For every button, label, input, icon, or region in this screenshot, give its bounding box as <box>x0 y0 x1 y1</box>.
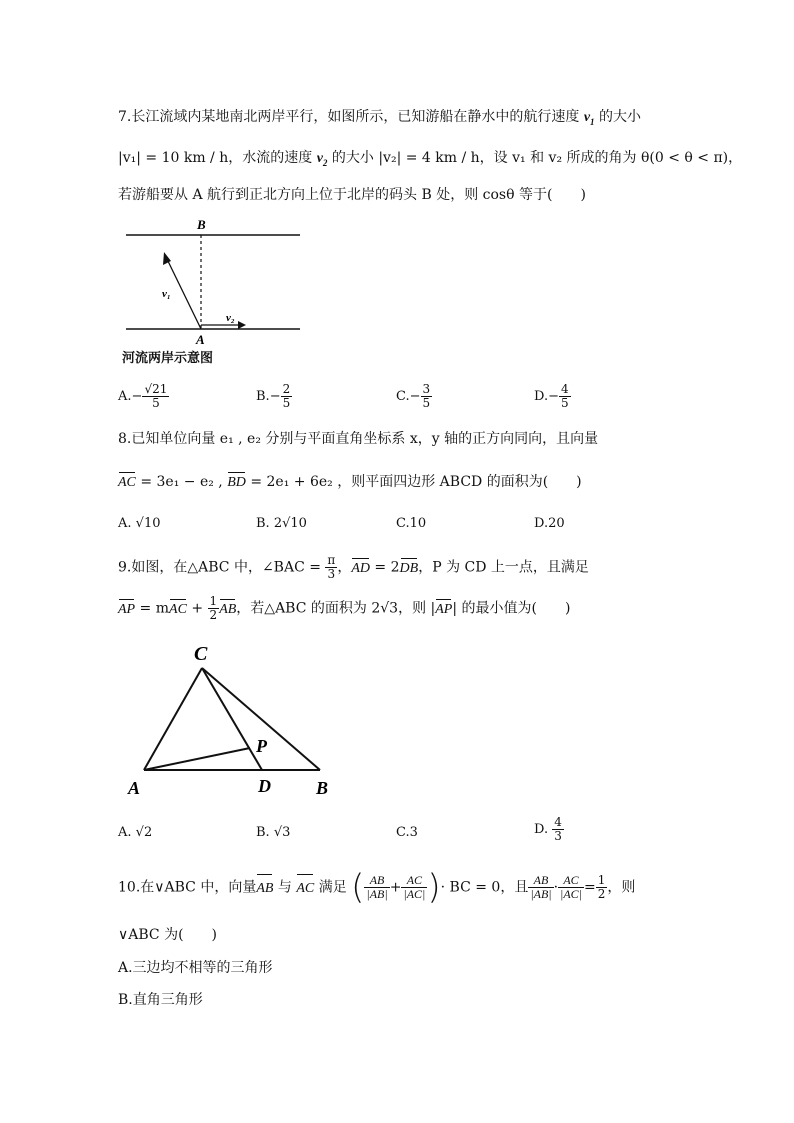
q8-option-d-letter: D. <box>534 516 549 531</box>
q9-line2 <box>118 595 570 622</box>
q7-option-b[interactable] <box>256 383 292 410</box>
q10-frac1-num: AB <box>364 874 389 888</box>
q8-option-d-text: 20 <box>548 516 565 531</box>
q8-option-b-letter: B. <box>256 516 270 531</box>
q9-option-a-letter: A. <box>118 825 132 840</box>
q7-option-c-sign: − <box>409 389 421 404</box>
q8-option-c[interactable] <box>396 515 426 533</box>
q8-option-a[interactable] <box>118 515 161 533</box>
q10-left-paren: ( <box>351 867 365 908</box>
q9-half-den: 2 <box>209 608 218 622</box>
q9-half-num: 1 <box>209 594 218 608</box>
q7-option-b-den: 5 <box>282 396 291 410</box>
q7-v1-symbol: v <box>583 110 591 125</box>
q9-angle-den: 3 <box>327 567 336 581</box>
q7-option-b-letter: B. <box>256 389 270 404</box>
q7-option-b-sign: − <box>269 389 281 404</box>
triangle-diagram <box>120 640 350 800</box>
q10-frac3-den: |AB| <box>530 887 552 901</box>
q7-line3: 若游船要从 A 航行到正北方向上位于北岸的码头 B 处，则 cosθ 等于( ) <box>118 187 586 203</box>
label-A-tri: A <box>128 778 141 798</box>
q8-text-2a: = 3e₁ − e₂ , <box>135 474 228 490</box>
q9-vector-ac: AC <box>169 601 187 617</box>
q7-line1 <box>118 108 641 131</box>
q9-option-c-letter: C. <box>396 825 410 840</box>
label-v1: v₁ <box>162 288 171 300</box>
q8-vector-bd: BD <box>227 475 246 490</box>
q10-text-1a: 10.在∨ABC 中，向量 <box>118 879 257 896</box>
q7-option-d-num: 4 <box>561 382 569 396</box>
q9-text-1d: ，P 为 CD 上一点，且满足 <box>418 559 589 576</box>
q9-text-2a: = m <box>135 600 170 617</box>
q8-option-a-text: √10 <box>135 516 161 531</box>
q8-option-d[interactable] <box>534 515 565 533</box>
q7-v1-sub: 1 <box>590 116 595 127</box>
q9-option-d[interactable] <box>534 816 564 843</box>
v1-arrowhead <box>163 252 171 265</box>
q7-text-2b: 的大小 |v₂| = 4 km / h，设 v₁ 和 v₂ 所成的角为 θ(0 < θ < π)， <box>331 150 743 166</box>
q8-vector-ac: AC <box>118 475 136 490</box>
segment-ap <box>144 748 250 770</box>
q10-frac1-den: |AB| <box>366 887 388 901</box>
q9-option-c-text: 3 <box>409 825 418 840</box>
q9-text-2b: + <box>186 600 208 617</box>
q10-frac2-num: AC <box>401 874 427 888</box>
q7-text-1-end: 的大小 <box>598 109 641 125</box>
q9-option-b-letter: B. <box>256 825 270 840</box>
q7-line2 <box>118 149 742 172</box>
label-C: C <box>194 643 208 665</box>
q9-angle-num: π <box>327 553 336 567</box>
q7-option-c-den: 5 <box>422 396 431 410</box>
q7-option-a[interactable] <box>118 383 169 410</box>
q7-option-a-sign: − <box>131 389 143 404</box>
q7-v2-symbol: v <box>316 151 323 166</box>
q10-frac4-num: AC <box>558 874 584 888</box>
q9-text-2c: ，若△ABC 的面积为 2√3，则 | <box>236 600 436 617</box>
q7-option-c[interactable] <box>396 383 432 410</box>
side-ac <box>144 668 202 770</box>
q10-right-paren: ) <box>427 867 441 908</box>
q10-line1 <box>118 867 636 908</box>
q9-option-b-text: √3 <box>273 825 291 840</box>
q7-option-a-den: 5 <box>152 396 160 410</box>
q8-option-c-letter: C. <box>396 516 410 531</box>
q10-frac2-den: |AC| <box>403 887 426 901</box>
q9-vector-db: DB <box>399 560 419 576</box>
q7-v2-sub: 2 <box>322 157 328 168</box>
q10-text-1e: ，则 <box>607 879 636 896</box>
q9-option-c[interactable] <box>396 824 418 842</box>
q9-vector-ap-abs: AP <box>435 601 453 617</box>
q9-line1 <box>118 554 589 581</box>
label-A: A <box>196 332 205 347</box>
label-B: B <box>197 217 206 232</box>
q7-option-c-num: 3 <box>422 382 431 396</box>
q9-vector-ad: AD <box>351 560 370 576</box>
q10-dot-bc: · BC = 0 <box>440 879 501 896</box>
q8-option-b-text: 2√10 <box>273 516 307 531</box>
q10-equals: = <box>583 879 596 896</box>
q9-option-d-den: 3 <box>554 829 562 843</box>
q10-frac3-num: AB <box>528 874 553 888</box>
q9-vector-ab: AB <box>219 601 237 617</box>
q7-text-2a: |v₁| = 10 km / h，水流的速度 <box>118 150 313 166</box>
segment-cd <box>202 668 262 770</box>
q10-text-1c: 满足 <box>314 879 347 896</box>
q7-option-c-letter: C. <box>396 389 410 404</box>
label-B-tri: B <box>316 778 329 798</box>
q10-plus: + <box>389 879 402 896</box>
q8-option-c-text: 10 <box>409 516 427 531</box>
q7-option-b-num: 2 <box>282 382 291 396</box>
q8-line2 <box>118 473 582 492</box>
q10-half-den: 2 <box>597 887 606 901</box>
v2-arrowhead <box>238 321 246 329</box>
q8-option-b[interactable] <box>256 515 307 533</box>
q7-option-d-sign: − <box>548 389 559 404</box>
q10-vector-ab: AB <box>256 876 273 902</box>
river-diagram-caption: 河流两岸示意图 <box>122 351 214 366</box>
q9-text-2d: | 的最小值为( ) <box>452 600 571 617</box>
q7-option-a-letter: A. <box>118 389 132 404</box>
q9-text-1a: 9.如图，在△ABC 中，∠BAC = <box>118 559 321 576</box>
q8-line1: 8.已知单位向量 e₁ , e₂ 分别与平面直角坐标系 x，y 轴的正方向同向，且向量 <box>118 431 599 447</box>
q9-option-a[interactable] <box>118 824 152 842</box>
q7-option-d[interactable] <box>534 383 571 410</box>
q10-line2: ∨ABC 为( ) <box>118 927 217 943</box>
label-P: P <box>256 736 267 756</box>
q10-option-a[interactable]: A.三边均不相等的三角形 <box>118 960 273 976</box>
q7-text-1: 7.长江流域内某地南北两岸平行，如图所示，已知游船在静水中的航行速度 <box>118 109 580 125</box>
q9-option-b[interactable] <box>256 824 290 842</box>
q8-text-2b: = 2e₁ + 6e₂ ，则平面四边形 ABCD 的面积为( ) <box>245 474 582 490</box>
q10-frac4-den: |AC| <box>560 887 582 901</box>
q9-option-d-num: 4 <box>554 815 562 829</box>
v1-arrow <box>166 257 201 329</box>
q9-text-1c: = 2 <box>369 559 400 576</box>
q7-option-a-num: √21 <box>144 382 168 396</box>
river-diagram <box>118 215 318 355</box>
q9-vector-ap: AP <box>118 601 136 617</box>
q9-option-d-letter: D. <box>534 822 549 837</box>
q8-option-a-letter: A. <box>118 516 132 531</box>
q10-vector-ac: AC <box>296 876 314 902</box>
q10-half-num: 1 <box>597 873 606 887</box>
label-v2: v₂ <box>226 312 235 324</box>
q9-text-1b: ， <box>337 559 352 576</box>
q7-option-d-letter: D. <box>534 389 549 404</box>
label-D: D <box>258 776 271 796</box>
q10-option-b[interactable]: B.直角三角形 <box>118 992 203 1008</box>
q9-option-a-text: √2 <box>135 825 153 840</box>
q10-text-1b: 与 <box>273 879 297 896</box>
q10-dot: · <box>553 879 559 896</box>
q7-option-d-den: 5 <box>561 396 569 410</box>
q10-text-1d: ，且 <box>500 879 529 896</box>
